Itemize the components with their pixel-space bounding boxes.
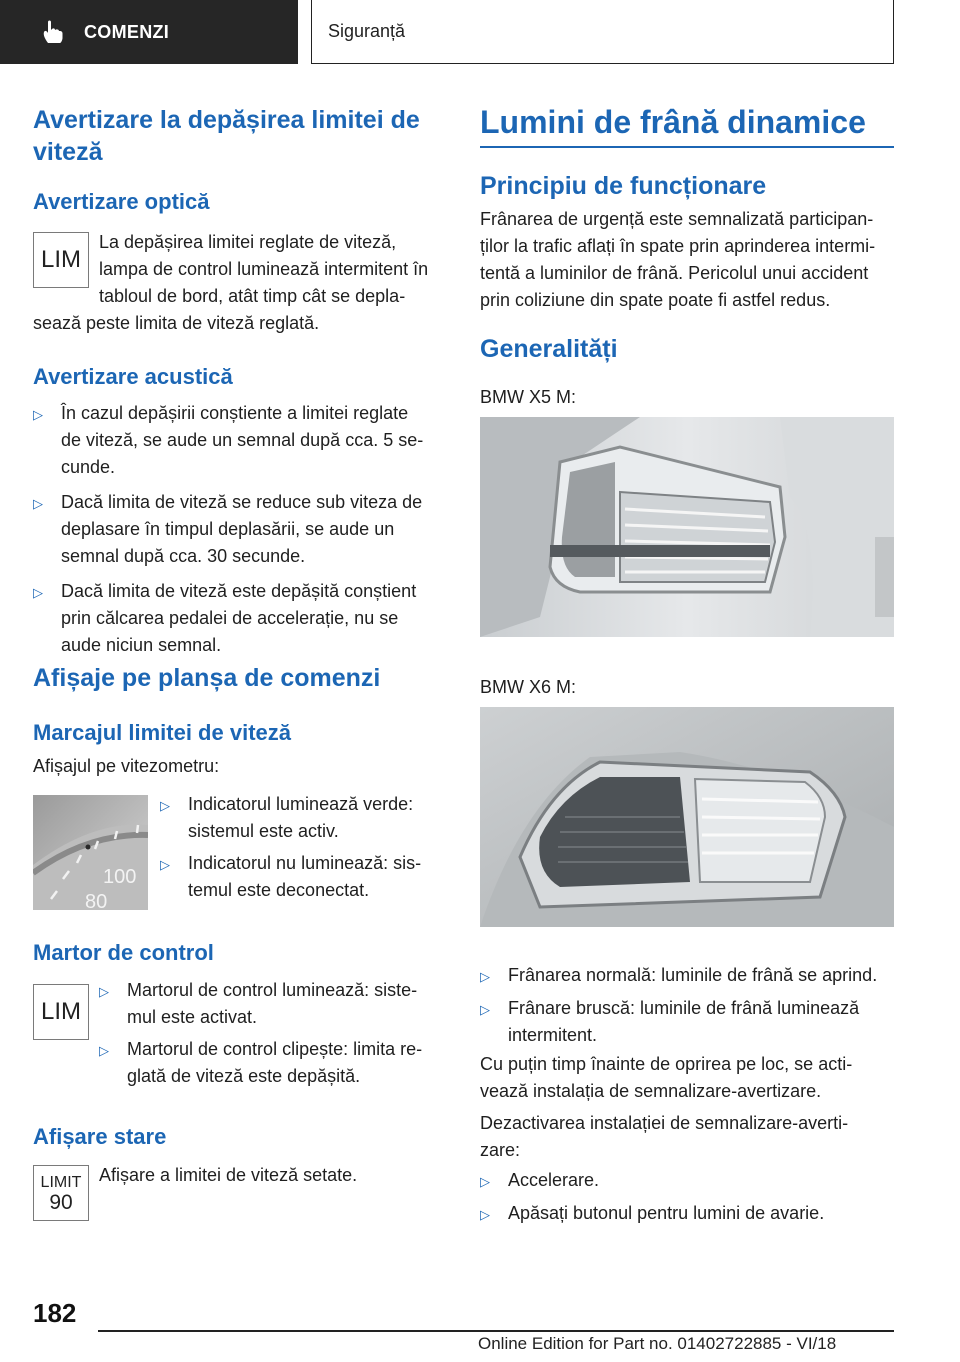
list-item bbox=[480, 962, 910, 990]
heading-acoustic: Avertizare acustică bbox=[33, 364, 233, 389]
left-column bbox=[33, 104, 453, 168]
text-line: Dacă limita de viteză este depășită conștient bbox=[61, 581, 417, 601]
text-line: glată de viteză este depășită. bbox=[127, 1066, 361, 1086]
heading-dynamic-brake: Lumini de frână dinamice bbox=[480, 104, 866, 140]
triangle-bullet-icon: ▷ bbox=[160, 857, 170, 872]
text-line: semnal după cca. 30 secunde. bbox=[61, 546, 306, 566]
speedo-100: 100 bbox=[103, 866, 137, 888]
text-line: vează instalația de semnalizare-avertizare. bbox=[480, 1081, 822, 1101]
text-line: deplasare în timpul deplasării, se aude un bbox=[61, 519, 395, 539]
list-item bbox=[99, 1036, 459, 1090]
section-tab bbox=[311, 0, 894, 64]
list-item bbox=[33, 578, 453, 659]
list-item bbox=[99, 977, 459, 1031]
text-line: lampa de control luminează intermitent în bbox=[99, 259, 429, 279]
text-line: de viteză, se aude un semnal după cca. 5 se- bbox=[61, 430, 424, 450]
heading-marker: Marcajul limitei de viteză bbox=[33, 720, 291, 745]
text-line: Dacă limita de viteză se reduce sub viteza de bbox=[61, 492, 423, 512]
text-line: prin călcarea pedalei de accelerație, nu se bbox=[61, 608, 399, 628]
marker-list bbox=[160, 791, 460, 904]
text-line: Martorul de control luminează: siste- bbox=[127, 980, 418, 1000]
lim-label: LIM bbox=[40, 998, 81, 1025]
control-list bbox=[99, 977, 459, 1090]
text-line: Indicatorul luminează verde: bbox=[188, 794, 414, 814]
text-line: Martorul de control clipește: limita re- bbox=[127, 1039, 423, 1059]
triangle-bullet-icon: ▷ bbox=[33, 585, 43, 600]
deactivate-list bbox=[480, 1167, 910, 1228]
text-line: cunde. bbox=[61, 457, 116, 477]
triangle-bullet-icon: ▷ bbox=[33, 407, 43, 422]
tab-label: COMENZI bbox=[84, 21, 170, 42]
marker-intro: Afișajul pe vitezometru: bbox=[33, 756, 220, 776]
list-item bbox=[160, 850, 460, 904]
lim-indicator-icon bbox=[33, 232, 89, 288]
text-line: Frânarea normală: luminile de frână se aprind. bbox=[508, 965, 878, 985]
heading-control: Martor de control bbox=[33, 940, 214, 965]
text-line: Dezactivarea instalației de semnalizare-averti- bbox=[480, 1113, 849, 1133]
triangle-bullet-icon: ▷ bbox=[480, 969, 490, 984]
list-item bbox=[33, 400, 453, 481]
text-line: În cazul depășirii conștiente a limitei reglate bbox=[61, 403, 409, 423]
text-line: aude niciun semnal. bbox=[61, 635, 222, 655]
x5-label: BMW X5 M: bbox=[480, 387, 577, 407]
footer-divider bbox=[98, 1330, 894, 1332]
brake-list bbox=[480, 962, 910, 1049]
text-line: zare: bbox=[480, 1140, 521, 1160]
list-item bbox=[480, 1167, 910, 1195]
edition-text: Online Edition for Part no. 01402722885 - VI/18 bbox=[478, 1334, 837, 1353]
list-item bbox=[160, 791, 460, 845]
text-line: tentă a luminilor de frână. Pericolul unui accident bbox=[480, 263, 869, 283]
speedo-80: 80 bbox=[85, 891, 108, 910]
triangle-bullet-icon: ▷ bbox=[480, 1174, 490, 1189]
text-line: Accelerare. bbox=[508, 1170, 600, 1190]
limit-90-icon bbox=[33, 1165, 89, 1221]
text-line: sistemul este activ. bbox=[188, 821, 339, 841]
status-text: Afișare a limitei de viteză setate. bbox=[99, 1165, 358, 1185]
list-item bbox=[480, 995, 910, 1049]
lim-control-icon bbox=[33, 984, 89, 1040]
principle-text bbox=[480, 206, 900, 314]
text-line: Cu puțin timp înainte de oprirea pe loc, se acti- bbox=[480, 1054, 853, 1074]
text-line: Apăsați butonul pentru lumini de avarie. bbox=[508, 1203, 825, 1223]
heading-displays: Afișaje pe planșa de comenzi bbox=[33, 664, 381, 692]
section-label: Siguranță bbox=[328, 21, 406, 41]
triangle-bullet-icon: ▷ bbox=[99, 1043, 109, 1058]
text-line: Frânarea de urgență este semnalizată participan- bbox=[480, 209, 874, 229]
text-line: mul este activat. bbox=[127, 1007, 258, 1027]
list-item bbox=[480, 1200, 910, 1228]
list-item bbox=[33, 489, 453, 570]
triangle-bullet-icon: ▷ bbox=[33, 496, 43, 511]
text-line: prin coliziune din spate poate fi astfel redus. bbox=[480, 290, 831, 310]
text-line: intermitent. bbox=[508, 1025, 598, 1045]
triangle-bullet-icon: ▷ bbox=[480, 1002, 490, 1017]
heading-underline bbox=[480, 146, 894, 148]
text-line: sează peste limita de viteză reglată. bbox=[33, 313, 320, 333]
speedometer-image bbox=[33, 795, 148, 910]
heading-speed-warning: Avertizare la depășirea limitei de viteză bbox=[33, 106, 420, 166]
triangle-bullet-icon: ▷ bbox=[160, 798, 170, 813]
limit-value: 90 bbox=[49, 1191, 73, 1214]
triangle-bullet-icon: ▷ bbox=[99, 984, 109, 999]
page-header bbox=[0, 0, 960, 66]
pointing-hand-icon bbox=[40, 19, 66, 45]
heading-principle: Principiu de funcționare bbox=[480, 172, 767, 200]
acoustic-list bbox=[33, 400, 453, 659]
x6-label: BMW X6 M: bbox=[480, 677, 577, 697]
heading-status: Afișare stare bbox=[33, 1124, 167, 1149]
bmw-x5-taillight-image bbox=[480, 417, 894, 637]
heading-general: Generalități bbox=[480, 335, 618, 363]
page-number: 182 bbox=[33, 1298, 77, 1328]
text-line: Frânare bruscă: luminile de frână luminează bbox=[508, 998, 860, 1018]
tab-comenzi[interactable] bbox=[0, 0, 298, 64]
before-stop-text bbox=[480, 1051, 910, 1105]
heading-optical: Avertizare optică bbox=[33, 189, 210, 214]
optical-text bbox=[99, 229, 459, 310]
bmw-x6-taillight-image bbox=[480, 707, 894, 927]
triangle-bullet-icon: ▷ bbox=[480, 1207, 490, 1222]
text-line: tabloul de bord, atât timp cât se depla- bbox=[99, 286, 406, 306]
text-line: Indicatorul nu luminează: sis- bbox=[188, 853, 422, 873]
lim-label: LIM bbox=[40, 246, 81, 273]
text-line: ților la trafic aflați în spate prin aprinderea intermi- bbox=[480, 236, 876, 256]
text-line: La depășirea limitei reglate de viteză, bbox=[99, 232, 397, 252]
limit-label: LIMIT bbox=[40, 1174, 82, 1191]
deactivate-text bbox=[480, 1110, 910, 1164]
text-line: temul este deconectat. bbox=[188, 880, 370, 900]
